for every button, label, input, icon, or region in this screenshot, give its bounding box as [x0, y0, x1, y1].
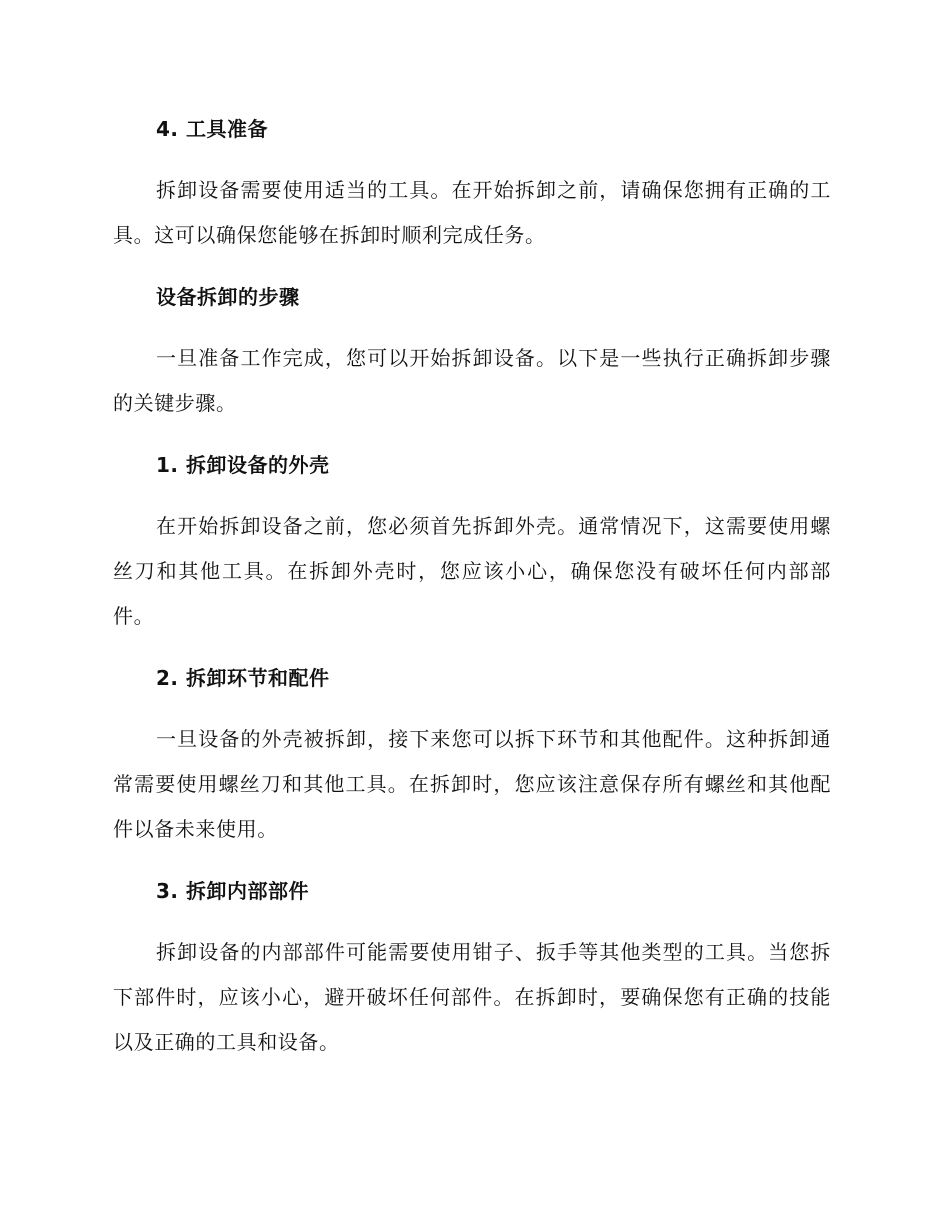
- section-heading-remove-parts: 2. 拆卸环节和配件: [156, 666, 330, 690]
- section-heading-disassembly-steps: 设备拆卸的步骤: [156, 285, 300, 309]
- section-paragraph-remove-casing: 在开始拆卸设备之前，您必须首先拆卸外壳。通常情况下，这需要使用螺丝刀和其他工具。在拆卸外壳时，您应该小心，确保您没有破坏任何内部部件。: [113, 514, 831, 628]
- section-heading-remove-internal: 3. 拆卸内部部件: [156, 879, 309, 903]
- section-heading-remove-casing: 1. 拆卸设备的外壳: [156, 453, 330, 477]
- section-heading-tool-prep: 4. 工具准备: [156, 117, 268, 141]
- document-body: [113, 110, 831, 1085]
- section-paragraph-tool-prep: 拆卸设备需要使用适当的工具。在开始拆卸之前，请确保您拥有正确的工具。这可以确保您能够在拆卸时顺利完成任务。: [113, 178, 831, 247]
- section-paragraph-disassembly-steps: 一旦准备工作完成，您可以开始拆卸设备。以下是一些执行正确拆卸步骤的关键步骤。: [113, 346, 831, 415]
- section-paragraph-remove-parts: 一旦设备的外壳被拆卸，接下来您可以拆下环节和其他配件。这种拆卸通常需要使用螺丝刀和其他工具。在拆卸时，您应该注意保存所有螺丝和其他配件以备未来使用。: [113, 727, 831, 841]
- section-paragraph-remove-internal: 拆卸设备的内部部件可能需要使用钳子、扳手等其他类型的工具。当您拆下部件时，应该小心，避开破坏任何部件。在拆卸时，要确保您有正确的技能以及正确的工具和设备。: [113, 940, 831, 1054]
